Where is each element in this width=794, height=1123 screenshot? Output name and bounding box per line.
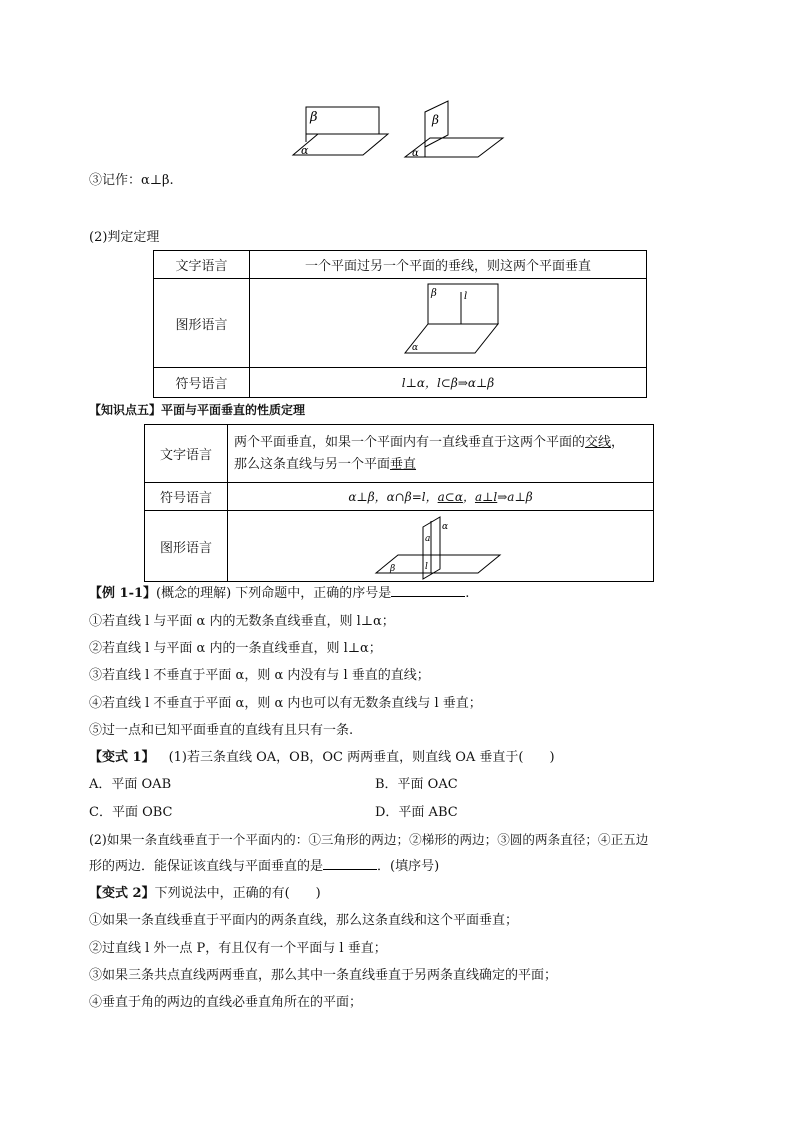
answer-blank-2[interactable] (323, 869, 377, 870)
symbol-underlined: a⊥l (474, 490, 498, 504)
row-content-figure-2 (228, 511, 654, 582)
variant-2-item: ②过直线 l 外一点 P，有且仅有一个平面与 l 垂直； (89, 941, 387, 956)
variant-1-question-1: (1)若三条直线 OA，OB，OC 两两垂直，则直线 OA 垂直于( ) (168, 750, 555, 765)
example-1-1-tag: 【例 1-1】 (89, 586, 157, 601)
text-underlined-perpendicular: 垂直 (390, 456, 417, 472)
fig2-a-label: a (425, 534, 431, 544)
variant-1-question-2-line-1: (2)如果一条直线垂直于一个平面内的：①三角形的两边；②梯形的两边；③圆的两条直径；④正五边 (89, 832, 649, 847)
property-figure (228, 511, 653, 581)
answer-blank[interactable] (391, 596, 465, 597)
text-part: 两个平面垂直，如果一个平面内有一直线垂直于这两个平面的 (234, 434, 586, 450)
example-1-1-heading (89, 586, 469, 602)
option-d[interactable]: D．平面 ABC (375, 805, 458, 820)
section-title-criterion: (2)判定定理 (89, 230, 160, 245)
alpha-label-1: α (301, 144, 309, 157)
option-b[interactable]: B．平面 OAC (375, 777, 458, 792)
fig2-alpha-label: α (442, 522, 449, 532)
alpha-label-2: α (412, 148, 419, 159)
question-2-text: 形的两边．能保证该直线与平面垂直的是 (89, 859, 324, 874)
row-content-symbol-2 (228, 483, 654, 511)
variant-2-item: ③如果三条共点直线两两垂直，那么其中一条直线垂直于另两条直线确定的平面； (89, 968, 558, 983)
row-content-text-2 (228, 425, 654, 483)
symbol-part: ⇒a⊥β (497, 490, 533, 504)
row-label-figure-2: 图形语言 (145, 511, 228, 582)
note-denote: ③记作：α⊥β. (89, 173, 174, 188)
example-item: ②若直线 l 与平面 α 内的一条直线垂直，则 l⊥α； (89, 641, 382, 656)
beta-label-2: β (432, 113, 439, 127)
variant-2-item: ①如果一条直线垂直于平面内的两条直线，那么这条直线和这个平面垂直； (89, 913, 519, 928)
fig-alpha-label: α (412, 343, 419, 353)
knowledge-point-5-title: 【知识点五】平面与平面垂直的性质定理 (89, 403, 306, 417)
variant-2-question: 下列说法中，正确的有( ) (154, 886, 321, 901)
option-c[interactable]: C．平面 OBC (89, 805, 173, 820)
variant-1-tag: 【变式 1】 (89, 750, 155, 765)
variant-2-item: ④垂直于角的两边的直线必垂直角所在的平面； (89, 995, 363, 1010)
property-text-line-2 (234, 454, 653, 476)
example-1-1-end: . (465, 586, 470, 601)
example-item: ①若直线 l 与平面 α 内的无数条直线垂直，则 l⊥α； (89, 614, 395, 629)
row-label-symbol: 符号语言 (154, 368, 250, 398)
row-label-figure: 图形语言 (154, 279, 250, 368)
symbol-underlined: a⊂α (437, 490, 463, 504)
variant-1-question-2-line-2 (89, 859, 439, 875)
variant-1-heading (89, 750, 555, 766)
row-label-symbol-2: 符号语言 (145, 483, 228, 511)
beta-label-1: β (310, 110, 318, 125)
top-figure-planes (288, 98, 518, 162)
text-part: ， (611, 434, 625, 450)
criterion-table (153, 250, 647, 398)
text-part: 那么这条直线与另一个平面 (234, 456, 391, 472)
row-content-figure (250, 279, 647, 368)
example-item: ④若直线 l 不垂直于平面 α，则 α 内也可以有无数条直线与 l 垂直； (89, 696, 482, 711)
fig2-beta-label: β (390, 564, 396, 574)
property-text-line-1 (234, 432, 653, 454)
fig-beta-label: β (431, 288, 437, 299)
row-content-symbol: l⊥α，l⊂β⇒α⊥β (250, 368, 647, 398)
fig2-l-label: l (425, 562, 428, 572)
example-1-1-question: (概念的理解) 下列命题中，正确的序号是 (156, 586, 392, 601)
example-item: ⑤过一点和已知平面垂直的直线有且只有一条. (89, 723, 354, 738)
symbol-part: ， (462, 490, 475, 504)
option-a[interactable]: A．平面 OAB (89, 777, 172, 792)
symbol-part: α⊥β，α∩β=l， (348, 490, 438, 504)
example-item: ③若直线 l 不垂直于平面 α，则 α 内没有与 l 垂直的直线； (89, 668, 430, 683)
property-table (144, 424, 654, 582)
question-2-end: ．(填序号) (377, 859, 440, 874)
fig-l-label: l (464, 291, 468, 302)
variant-2-heading (89, 886, 321, 902)
row-label-text-2: 文字语言 (145, 425, 228, 483)
text-underlined-intersection: 交线 (585, 434, 612, 450)
row-content-text: 一个平面过另一个平面的垂线，则这两个平面垂直 (250, 251, 647, 279)
variant-2-tag: 【变式 2】 (89, 886, 155, 901)
criterion-figure (250, 279, 646, 367)
row-label-text: 文字语言 (154, 251, 250, 279)
